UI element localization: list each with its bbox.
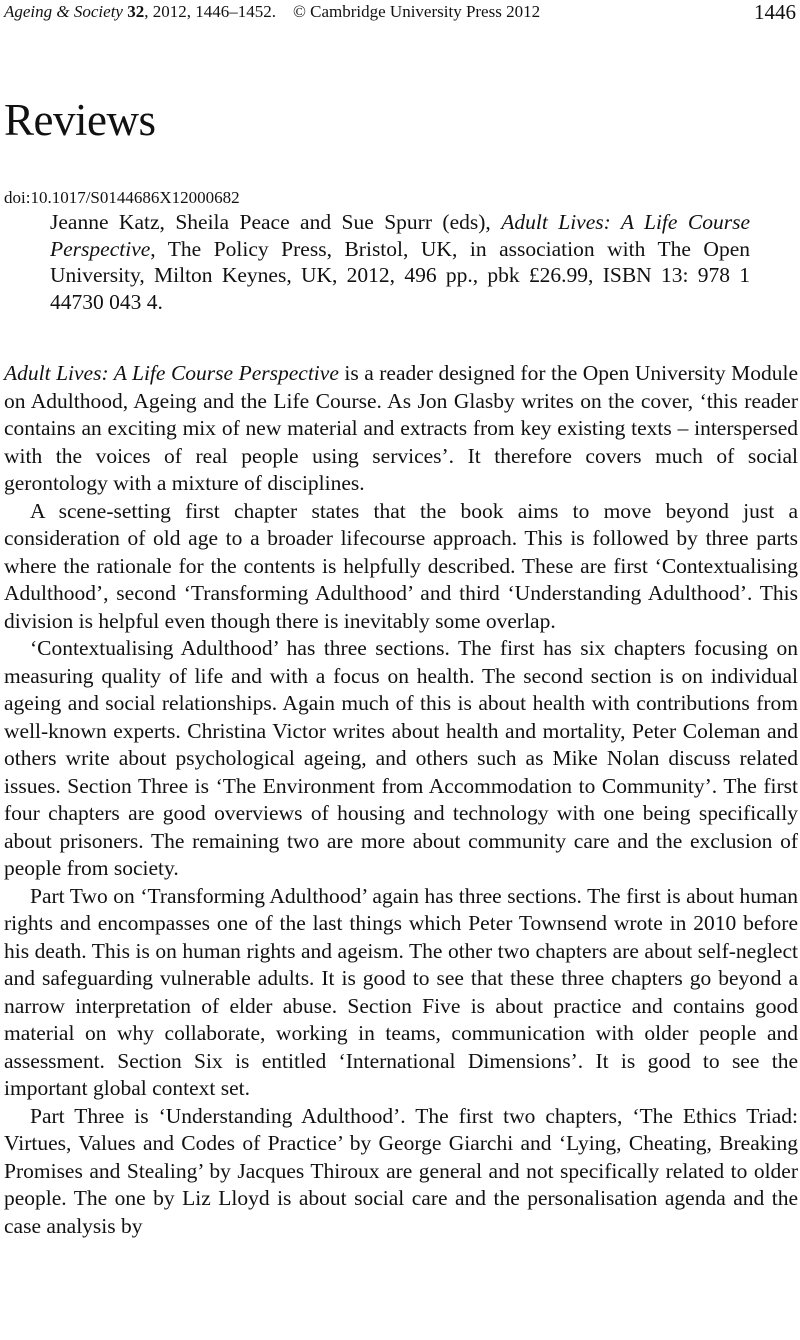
paragraph-2: A scene-setting first chapter states that the book aims to move beyond just a consideration of old age to a broader lifecourse approach. This is followed by three parts where the rationale for the contents is helpfully described. These are first ‘Contextualising Adulthood’, second ‘Transforming Adulthood’ and third ‘Understanding Adulthood’. This division is helpful even though there is inevitably some overlap. bbox=[4, 498, 798, 633]
journal-year-pages: , 2012, 1446–1452. bbox=[144, 2, 276, 21]
book-editors: Jeanne Katz, Sheila Peace and Sue Spurr (eds), bbox=[50, 210, 502, 234]
section-title: Reviews bbox=[4, 95, 156, 145]
paragraph-3: ‘Contextualising Adulthood’ has three sections. The first has six chapters focusing on measuring quality of life and with a focus on health. The second section is on individual ageing and social relationships. Again much of this is about health with contributions from well-known experts. Christina Victor writes about health and mortality, Peter Coleman and others write about psychological ageing, and others such as Mike Nolan discuss related issues. Section Three is ‘The Environment from Accommodation to Community’. The first four chapters are good overviews of housing and technology with one being specifically about prisoners. The remaining two are more about community care and the exclusion of people from society. bbox=[4, 636, 798, 880]
paragraph-1-text: is a reader designed for the Open University Module on Adulthood, Ageing and the Life Course. As Jon Glasby writes on the cover, ‘this reader contains an exciting mix of new material and extracts from key existing texts – interspersed with the voices of real people using services’. It therefore covers much of social gerontology with a mixture of disciplines. bbox=[4, 361, 798, 495]
page-number: 1446 bbox=[754, 0, 796, 24]
doi-link[interactable]: doi:10.1017/S0144686X12000682 bbox=[4, 188, 240, 207]
paragraph-1-book-title: Adult Lives: A Life Course Perspective bbox=[4, 361, 339, 385]
journal-name: Ageing & Society bbox=[4, 2, 123, 21]
book-title: Adult Lives: A Life Course Perspective bbox=[50, 210, 750, 261]
paragraph-1 bbox=[4, 360, 798, 498]
paragraph-5: Part Three is ‘Understanding Adulthood’. The first two chapters, ‘The Ethics Triad: Virtues, Values and Codes of Practice’ by George Giarchi and ‘Lying, Cheating, Breaking Promises and Stealing’ by Jacques Thiroux are general and not specifically related to older people. The one by Liz Lloyd is about social care and the personalisation agenda and the case analysis by bbox=[4, 1103, 798, 1238]
review-body bbox=[4, 360, 798, 1240]
book-citation bbox=[50, 209, 750, 315]
paragraph-4: Part Two on ‘Transforming Adulthood’ again has three sections. The first is about human rights and encompasses one of the last things which Peter Townsend wrote in 2010 before his death. This is on human rights and ageism. The other two chapters are about self-neglect and safeguarding vulnerable adults. It is good to see that these three chapters go beyond a narrow interpretation of elder abuse. Section Five is about practice and contains good material on why collaborate, working in teams, communication with older people and assessment. Section Six is entitled ‘International Dimensions’. It is good to see the important global context set. bbox=[4, 883, 798, 1100]
running-header bbox=[4, 0, 798, 24]
book-publication-details: , The Policy Press, Bristol, UK, in association with The Open University, Milton Keynes, UK, 2012, 496 pp., pbk £26.99, ISBN 13: 978 1 44730 043 4. bbox=[50, 236, 750, 314]
copyright-notice: © Cambridge University Press 2012 bbox=[292, 2, 541, 21]
journal-volume: 32 bbox=[127, 2, 145, 21]
